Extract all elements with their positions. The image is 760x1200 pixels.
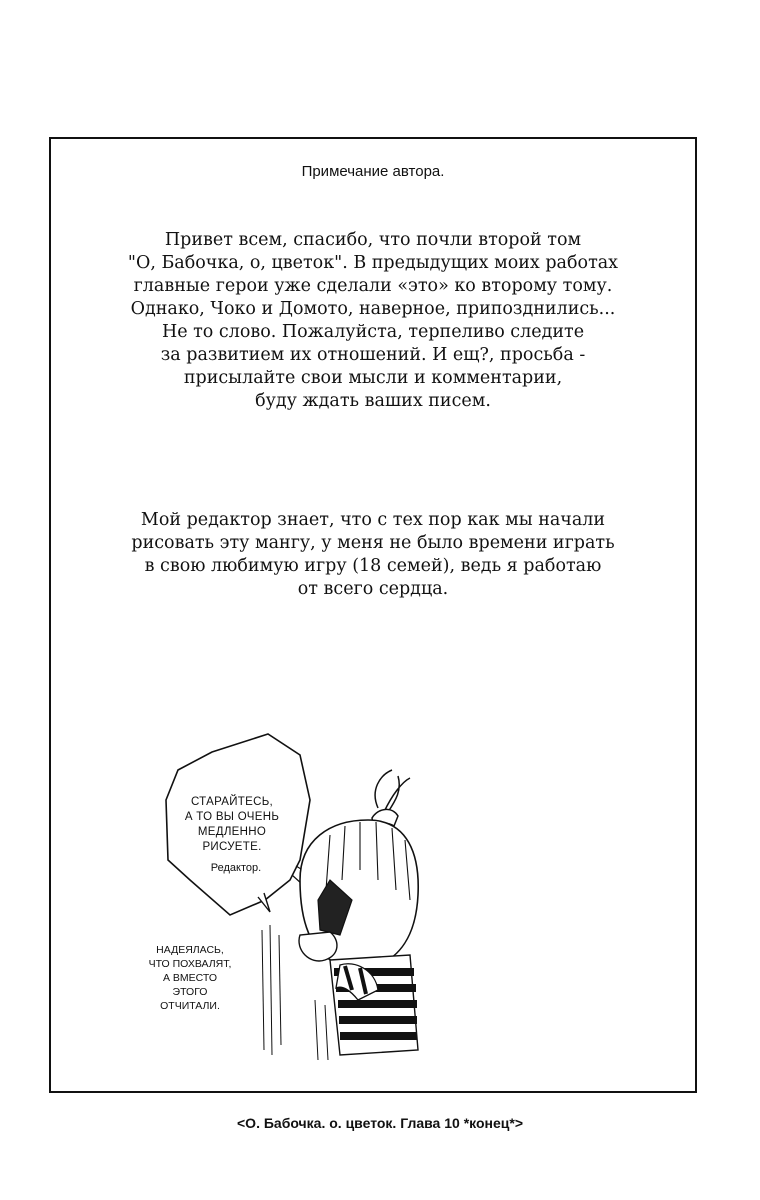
bubble-line: А ТО ВЫ ОЧЕНЬ	[184, 811, 280, 823]
text-line: буду ждать ваших писем.	[255, 391, 491, 411]
note-paragraph-1	[51, 229, 695, 413]
caption-line: ЭТОГО	[172, 986, 208, 998]
author-illustration	[150, 730, 450, 1070]
caption-line: А ВМЕСТО	[162, 972, 218, 984]
bubble-speaker: Редактор.	[210, 862, 262, 874]
text-line: от всего сердца.	[297, 579, 449, 599]
bubble-line: СТАРАЙТЕСЬ,	[190, 796, 274, 808]
text-line: "О, Бабочка, о, цветок". В предыдущих моих работах	[127, 253, 619, 273]
note-heading: Примечание автора.	[301, 163, 445, 180]
text-line: Мой редактор знает, что с тех пор как мы начали	[140, 510, 606, 530]
note-paragraph-2	[51, 509, 695, 601]
bubble-line: РИСУЕТЕ.	[202, 841, 262, 853]
bubble-line: МЕДЛЕННО	[197, 826, 267, 838]
text-line: главные герои уже сделали «это» ко второму тому.	[133, 276, 613, 296]
caption-line: НАДЕЯЛАСЬ,	[156, 944, 224, 956]
text-line: присылайте свои мысли и комментарии,	[183, 368, 563, 388]
text-line: рисовать эту мангу, у меня не было времени играть	[131, 533, 615, 553]
text-line: Привет всем, спасибо, что почли второй том	[164, 230, 582, 250]
chapter-end-footer: <О. Бабочка. о. цветок. Глава 10 *конец*>	[237, 1115, 523, 1131]
text-line: Однако, Чоко и Домото, наверное, припозднились...	[130, 299, 616, 319]
text-line: в свою любимую игру (18 семей), ведь я работаю	[144, 556, 602, 576]
caption-line: ЧТО ПОХВАЛЯТ,	[148, 958, 232, 970]
caption-line: ОТЧИТАЛИ.	[160, 1000, 220, 1012]
text-line: Не то слово. Пожалуйста, терпеливо следите	[161, 322, 585, 342]
side-caption	[140, 943, 240, 1013]
text-line: за развитием их отношений. И ещ?, просьба -	[160, 345, 586, 365]
speech-bubble-text	[172, 795, 292, 855]
